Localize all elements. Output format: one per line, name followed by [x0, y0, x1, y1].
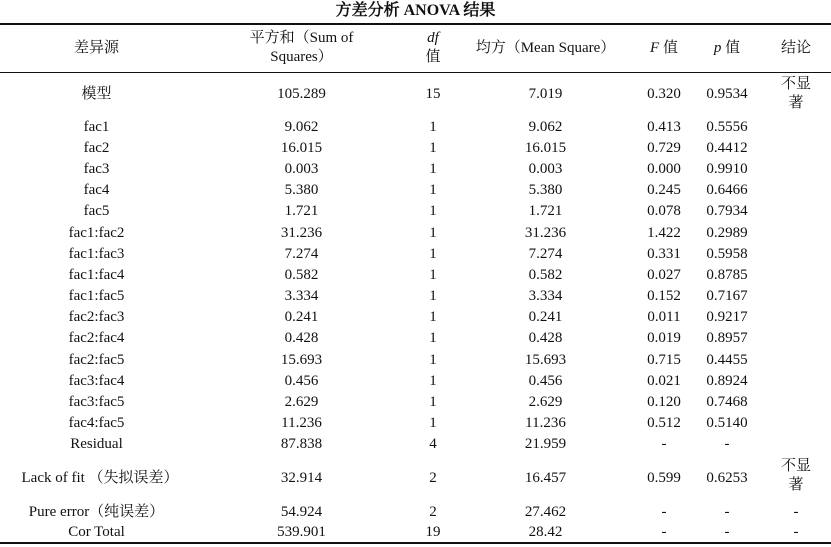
cell-ms: 16.015 — [524, 139, 567, 156]
table-row — [0, 370, 831, 391]
cell-df: 1 — [429, 139, 437, 156]
cell-p: 0.2989 — [706, 224, 748, 241]
cell-source: fac4:fac5 — [68, 415, 125, 432]
cell-p: 0.9910 — [706, 160, 748, 177]
header-f-suffix: 值 — [659, 39, 678, 56]
cell-conclusion — [761, 455, 831, 501]
cell-p: - — [693, 522, 761, 543]
cell-conclusion — [761, 222, 831, 243]
header-f-value — [635, 24, 693, 72]
cell-source: fac1:fac5 — [68, 288, 125, 305]
cell-ms: 0.582 — [528, 266, 563, 283]
cell-ms: 7.274 — [528, 245, 563, 262]
table-row — [0, 158, 831, 179]
cell-ss: 15.693 — [280, 351, 323, 368]
cell-f: 0.599 — [647, 470, 681, 486]
cell-f: 0.413 — [647, 118, 681, 135]
table-row — [0, 180, 831, 201]
cell-ss: 31.236 — [280, 224, 323, 241]
table-row — [0, 286, 831, 307]
cell-ms: 3.334 — [528, 288, 563, 305]
cell-conclusion — [761, 243, 831, 264]
cell-source: fac3:fac4 — [68, 372, 125, 389]
cell-conclusion — [761, 391, 831, 412]
cell-df: 1 — [429, 351, 437, 368]
cell-conclusion — [761, 72, 831, 116]
cell-ss: 2.629 — [284, 394, 319, 411]
cell-p: 0.6466 — [706, 182, 748, 199]
cell-df: 19 — [410, 522, 456, 543]
cell-source: 模型 — [81, 86, 112, 103]
cell-f: 0.512 — [647, 415, 681, 432]
cell-p: 0.9217 — [706, 309, 748, 326]
cell-p: 0.4412 — [706, 139, 748, 156]
cell-source: fac2:fac4 — [68, 330, 125, 347]
cell-df: 1 — [429, 288, 437, 305]
cell-p: 0.8785 — [706, 266, 748, 283]
table-row — [0, 243, 831, 264]
header-df — [410, 24, 456, 72]
cell-conclusion: - — [761, 522, 831, 543]
header-df-text — [423, 29, 443, 67]
cell-ss: 105.289 — [277, 86, 326, 103]
conclusion-text: 不显著 — [780, 75, 811, 111]
cell-ss: 0.456 — [284, 372, 319, 389]
cell-source: fac4 — [83, 182, 110, 199]
cell-p: - — [724, 436, 730, 453]
cell-f: 0.331 — [647, 245, 681, 262]
table-row — [0, 222, 831, 243]
cell-ss: 9.062 — [284, 118, 319, 135]
table-row — [0, 201, 831, 222]
table-row-lack-of-fit — [0, 455, 831, 501]
header-df-italic: df — [427, 30, 439, 47]
table-row — [0, 349, 831, 370]
table-row — [0, 328, 831, 349]
header-f-italic: F — [650, 39, 660, 56]
cell-conclusion — [761, 201, 831, 222]
cell-df: 1 — [429, 203, 437, 220]
cell-conclusion — [761, 370, 831, 391]
cell-f: 0.000 — [647, 160, 681, 177]
table-row — [0, 307, 831, 328]
cell-f: 0.021 — [647, 372, 681, 389]
cell-df: 1 — [429, 266, 437, 283]
cell-df: 2 — [429, 503, 437, 520]
cell-conclusion — [761, 116, 831, 137]
cell-ms: 27.462 — [524, 503, 567, 520]
cell-source: fac1:fac4 — [68, 266, 125, 283]
table-row-residual — [0, 434, 831, 455]
cell-ms: 31.236 — [524, 224, 567, 241]
cell-ms: 11.236 — [525, 415, 566, 432]
cell-f: 0.011 — [647, 309, 681, 326]
cell-conclusion — [761, 307, 831, 328]
cell-ss: 16.015 — [280, 139, 323, 156]
header-mean-square — [456, 24, 635, 72]
cell-ss: 3.334 — [284, 288, 319, 305]
cell-ms: 1.721 — [528, 203, 563, 220]
cell-ms: 15.693 — [524, 351, 567, 368]
cell-source — [0, 455, 193, 501]
cell-f: 0.152 — [647, 288, 681, 305]
header-row — [0, 24, 831, 72]
cell-conclusion — [761, 349, 831, 370]
cell-ms: 0.428 — [528, 330, 563, 347]
cell-source: fac1:fac2 — [68, 224, 125, 241]
header-source: 差异源 — [0, 24, 193, 72]
header-p-italic: p — [713, 39, 722, 56]
cell-conclusion: - — [793, 503, 799, 520]
cell-ms: 5.380 — [528, 182, 563, 199]
cell-p: - — [724, 503, 730, 520]
cell-conclusion — [761, 286, 831, 307]
cell-source: Cor Total — [0, 522, 193, 543]
cell-df: 1 — [429, 118, 437, 135]
cell-ss: 87.838 — [280, 436, 323, 453]
header-ms-text: 均方（Mean Square） — [475, 39, 616, 56]
cell-source: fac5 — [83, 203, 110, 220]
cell-f: 0.019 — [647, 330, 681, 347]
cell-source: fac1 — [83, 118, 110, 135]
cell-ms: 28.42 — [456, 522, 635, 543]
header-sum-of-squares — [193, 24, 410, 72]
cell-source: Residual — [70, 436, 123, 453]
cell-p: 0.8957 — [706, 330, 748, 347]
cell-ms: 16.457 — [524, 470, 567, 486]
cell-ss: 7.274 — [284, 245, 319, 262]
table-row-cor-total — [0, 522, 831, 543]
cell-p: 0.7167 — [706, 288, 748, 305]
cell-df: 1 — [429, 224, 437, 241]
table-row — [0, 413, 831, 434]
cell-p: 0.7468 — [706, 394, 748, 411]
cell-f: 0.245 — [647, 182, 681, 199]
cell-ms: 0.456 — [528, 372, 563, 389]
header-conclusion: 结论 — [761, 24, 831, 72]
cell-df: 1 — [429, 330, 437, 347]
cell-df: 1 — [429, 182, 437, 199]
cell-ss: 0.582 — [284, 266, 319, 283]
cell-ss: 11.236 — [281, 415, 322, 432]
cell-p: 0.4455 — [706, 351, 748, 368]
cell-conclusion — [761, 434, 831, 455]
cell-p: 0.8924 — [706, 372, 748, 389]
cell-f: 1.422 — [647, 224, 681, 241]
cell-df: 15 — [425, 86, 441, 103]
anova-table — [0, 23, 831, 544]
cell-ss: 54.924 — [280, 503, 323, 520]
cell-source: fac1:fac3 — [68, 245, 125, 262]
cell-conclusion — [761, 180, 831, 201]
cell-df: 1 — [429, 372, 437, 389]
conclusion-text: 不显著 — [780, 458, 811, 493]
cell-f: 0.078 — [647, 203, 681, 220]
cell-p: 0.5958 — [706, 245, 748, 262]
cell-df: 1 — [429, 415, 437, 432]
header-p-suffix: 值 — [721, 39, 741, 56]
cell-ms: 9.062 — [528, 118, 563, 135]
table-row — [0, 116, 831, 137]
cell-f: 0.027 — [647, 266, 681, 283]
cell-f: - — [661, 503, 667, 520]
cell-source: fac3 — [83, 160, 110, 177]
cell-ms: 7.019 — [528, 86, 563, 103]
cell-f: 0.320 — [647, 86, 681, 103]
cell-ss: 0.428 — [284, 330, 319, 347]
cell-f: - — [661, 436, 667, 453]
cell-df: 4 — [429, 436, 437, 453]
header-p-value — [693, 24, 761, 72]
cell-ss: 0.241 — [284, 309, 319, 326]
header-ss-text: 平方和（Sum of Squares） — [249, 30, 354, 66]
cell-df: 1 — [429, 394, 437, 411]
cell-ms: 0.003 — [528, 160, 563, 177]
table-row — [0, 264, 831, 285]
cell-conclusion — [761, 137, 831, 158]
cell-ss: 32.914 — [280, 470, 323, 486]
cell-ss: 5.380 — [284, 182, 319, 199]
cell-p: 0.6253 — [706, 470, 748, 486]
table-title: 方差分析 ANOVA 结果 — [335, 2, 496, 19]
cell-df: 1 — [429, 309, 437, 326]
cell-p: 0.5140 — [706, 415, 748, 432]
cell-source: fac2:fac3 — [68, 309, 125, 326]
cell-ss: 1.721 — [284, 203, 319, 220]
cell-ms: 21.959 — [524, 436, 567, 453]
cell-ss: 539.901 — [193, 522, 410, 543]
table-row-model — [0, 72, 831, 116]
cell-source: Pure error（纯误差） — [28, 503, 165, 520]
cell-ms: 0.241 — [528, 309, 563, 326]
table-row-pure-error — [0, 501, 831, 522]
table-row — [0, 137, 831, 158]
cell-f: 0.715 — [647, 351, 681, 368]
cell-f: - — [635, 522, 693, 543]
cell-source: fac3:fac5 — [68, 394, 125, 411]
cell-df: 2 — [429, 470, 437, 486]
cell-ms: 2.629 — [528, 394, 563, 411]
cell-source: fac2:fac5 — [68, 351, 125, 368]
cell-p: 0.7934 — [706, 203, 748, 220]
cell-f: 0.120 — [647, 394, 681, 411]
cell-conclusion — [761, 264, 831, 285]
cell-conclusion — [761, 158, 831, 179]
cell-df: 1 — [429, 245, 437, 262]
cell-f: 0.729 — [647, 139, 681, 156]
cell-ss: 0.003 — [284, 160, 319, 177]
header-df-suffix: 值 — [425, 49, 441, 66]
cell-df: 1 — [429, 160, 437, 177]
cell-p: 0.5556 — [706, 118, 748, 135]
cell-p: 0.9534 — [706, 86, 748, 103]
cell-conclusion — [761, 328, 831, 349]
lof-source-text: Lack of fit （失拟误差） — [21, 470, 179, 486]
cell-conclusion — [761, 413, 831, 434]
cell-source: fac2 — [83, 139, 110, 156]
table-row — [0, 391, 831, 412]
